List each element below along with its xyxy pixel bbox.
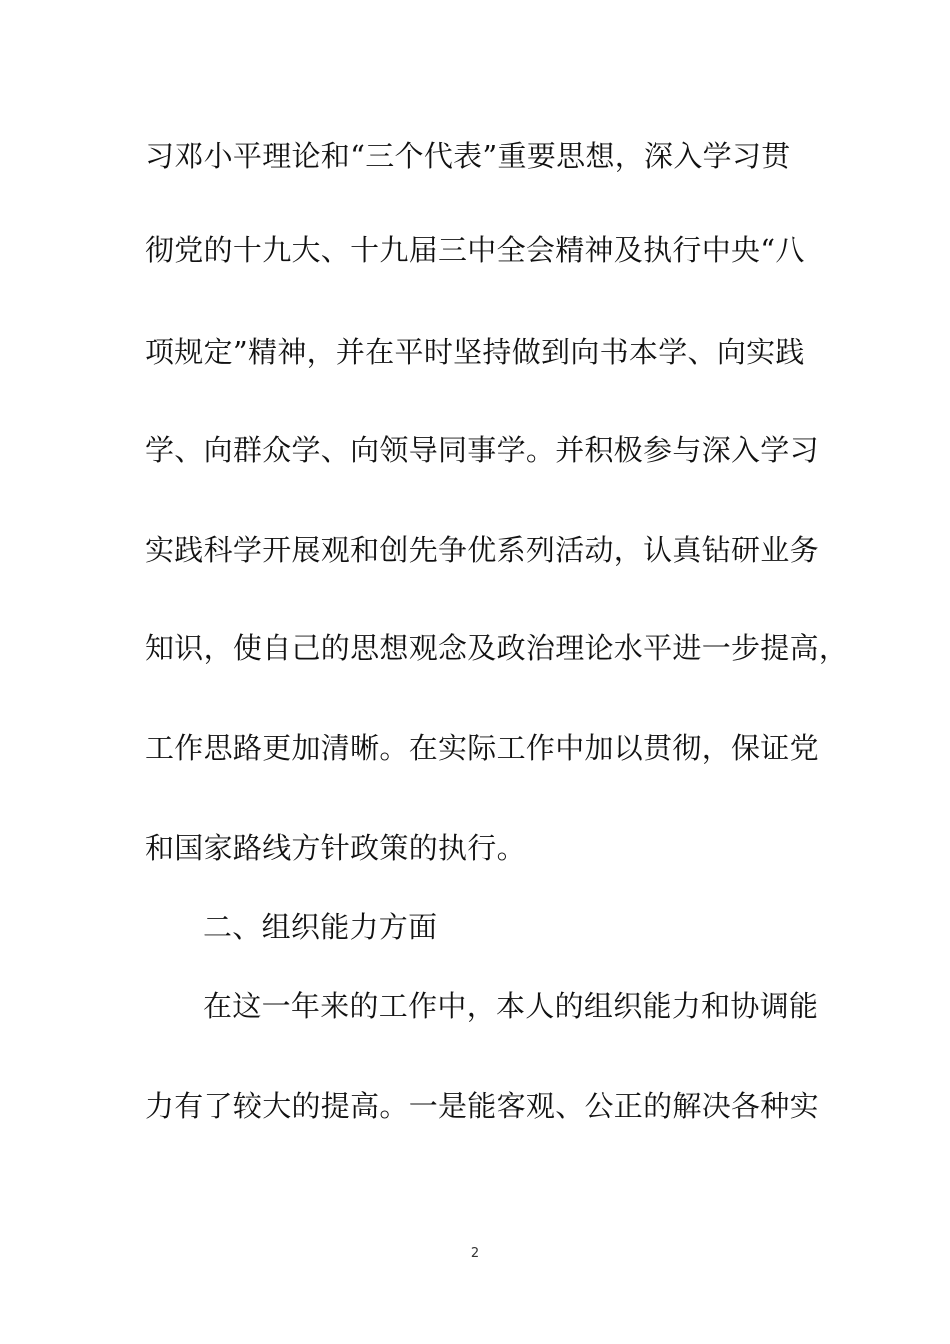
section-heading: 二、组织能力方面 <box>203 910 438 944</box>
body-text-line: 力有了较大的提高。一是能客观、公正的解决各种实 <box>145 1089 819 1123</box>
page-number: 2 <box>470 1246 480 1261</box>
body-text-line: 彻党的十九大、十九届三中全会精神及执行中央“八 <box>145 233 805 267</box>
body-text-line: 习邓小平理论和“三个代表”重要思想，深入学习贯 <box>145 139 791 173</box>
body-text-line: 项规定”精神，并在平时坚持做到向书本学、向实践 <box>145 335 805 369</box>
body-text-line: 工作思路更加清晰。在实际工作中加以贯彻，保证党 <box>145 731 819 765</box>
body-text-line: 实践科学开展观和创先争优系列活动，认真钻研业务 <box>145 533 819 567</box>
body-text-line: 和国家路线方针政策的执行。 <box>145 831 526 865</box>
body-text-line: 知识，使自己的思想观念及政治理论水平进一步提高， <box>145 631 849 665</box>
paragraph-first-line: 在这一年来的工作中，本人的组织能力和协调能 <box>203 989 819 1023</box>
body-text-line: 学、向群众学、向领导同事学。并积极参与深入学习 <box>145 433 819 467</box>
